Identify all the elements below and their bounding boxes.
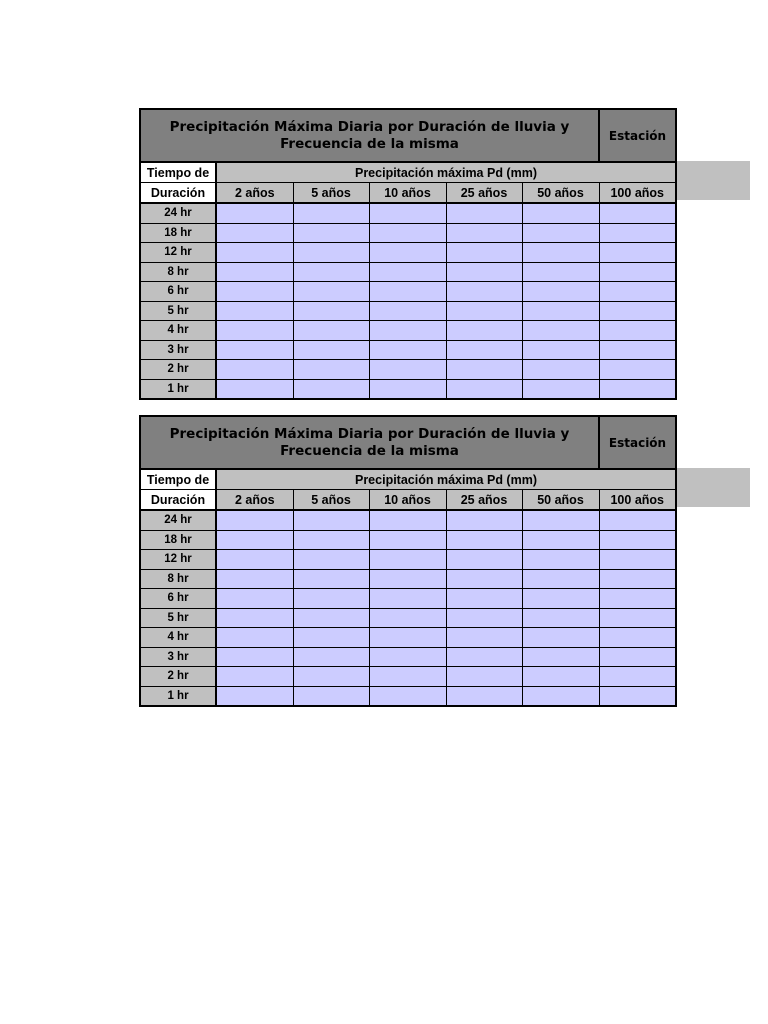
input-cell[interactable] <box>446 550 522 570</box>
input-cell[interactable] <box>369 686 446 706</box>
precip-header: Precipitación máxima Pd (mm) <box>216 469 676 490</box>
input-cell[interactable] <box>446 608 522 628</box>
duration-label: 24 hr <box>140 510 216 530</box>
input-cell[interactable] <box>446 628 522 648</box>
input-cell[interactable] <box>522 360 599 380</box>
input-cell[interactable] <box>599 589 676 609</box>
input-cell[interactable] <box>522 569 599 589</box>
input-cell[interactable] <box>522 243 599 263</box>
input-cell[interactable] <box>216 628 293 648</box>
input-cell[interactable] <box>369 550 446 570</box>
table-row <box>140 589 676 609</box>
input-cell[interactable] <box>216 282 293 302</box>
extended-header-band <box>675 468 750 507</box>
input-cell[interactable] <box>446 667 522 687</box>
duration-label: 2 hr <box>140 667 216 687</box>
duration-label: 1 hr <box>140 686 216 706</box>
input-cell[interactable] <box>599 608 676 628</box>
return-period-header: 10 años <box>369 183 446 204</box>
input-cell[interactable] <box>369 360 446 380</box>
table-row <box>140 530 676 550</box>
input-cell[interactable] <box>369 223 446 243</box>
return-period-header: 100 años <box>599 183 676 204</box>
input-cell[interactable] <box>369 647 446 667</box>
input-cell[interactable] <box>599 530 676 550</box>
input-cell[interactable] <box>522 282 599 302</box>
input-cell[interactable] <box>599 301 676 321</box>
input-cell[interactable] <box>599 510 676 530</box>
duration-header-line2: Duración <box>140 490 216 511</box>
input-cell[interactable] <box>293 243 369 263</box>
return-period-header: 25 años <box>446 490 522 511</box>
input-cell[interactable] <box>216 608 293 628</box>
input-cell[interactable] <box>216 686 293 706</box>
input-cell[interactable] <box>369 608 446 628</box>
duration-label: 1 hr <box>140 379 216 399</box>
return-period-header: 50 años <box>522 183 599 204</box>
return-period-header: 100 años <box>599 490 676 511</box>
input-cell[interactable] <box>522 223 599 243</box>
input-cell[interactable] <box>216 340 293 360</box>
input-cell[interactable] <box>599 282 676 302</box>
input-cell[interactable] <box>599 262 676 282</box>
input-cell[interactable] <box>369 340 446 360</box>
input-cell[interactable] <box>522 550 599 570</box>
input-cell[interactable] <box>522 608 599 628</box>
return-period-header: 2 años <box>216 490 293 511</box>
input-cell[interactable] <box>293 203 369 223</box>
input-cell[interactable] <box>293 589 369 609</box>
input-cell[interactable] <box>216 569 293 589</box>
input-cell[interactable] <box>216 243 293 263</box>
duration-label: 8 hr <box>140 262 216 282</box>
input-cell[interactable] <box>216 530 293 550</box>
input-cell[interactable] <box>446 262 522 282</box>
input-cell[interactable] <box>293 510 369 530</box>
table-row <box>140 282 676 302</box>
table-row <box>140 203 676 223</box>
duration-label: 3 hr <box>140 647 216 667</box>
input-cell[interactable] <box>522 589 599 609</box>
table-title: Precipitación Máxima Diaria por Duración de lluvia y Frecuencia de la misma <box>140 109 599 162</box>
duration-label: 24 hr <box>140 203 216 223</box>
input-cell[interactable] <box>293 340 369 360</box>
input-cell[interactable] <box>446 510 522 530</box>
input-cell[interactable] <box>293 647 369 667</box>
duration-label: 18 hr <box>140 223 216 243</box>
input-cell[interactable] <box>599 360 676 380</box>
input-cell[interactable] <box>293 608 369 628</box>
table-row <box>140 360 676 380</box>
input-cell[interactable] <box>446 360 522 380</box>
input-cell[interactable] <box>369 243 446 263</box>
input-cell[interactable] <box>446 282 522 302</box>
input-cell[interactable] <box>446 203 522 223</box>
input-cell[interactable] <box>446 340 522 360</box>
table-row <box>140 340 676 360</box>
duration-label: 12 hr <box>140 550 216 570</box>
input-cell[interactable] <box>599 667 676 687</box>
input-cell[interactable] <box>522 510 599 530</box>
table-row <box>140 262 676 282</box>
input-cell[interactable] <box>293 321 369 341</box>
table-row <box>140 569 676 589</box>
duration-label: 4 hr <box>140 628 216 648</box>
input-cell[interactable] <box>216 510 293 530</box>
duration-label: 12 hr <box>140 243 216 263</box>
table-row <box>140 510 676 530</box>
return-period-header: 5 años <box>293 183 369 204</box>
input-cell[interactable] <box>216 203 293 223</box>
duration-label: 2 hr <box>140 360 216 380</box>
input-cell[interactable] <box>293 628 369 648</box>
duration-label: 4 hr <box>140 321 216 341</box>
input-cell[interactable] <box>522 628 599 648</box>
input-cell[interactable] <box>369 569 446 589</box>
input-cell[interactable] <box>369 203 446 223</box>
input-cell[interactable] <box>599 686 676 706</box>
input-cell[interactable] <box>293 667 369 687</box>
table-row <box>140 628 676 648</box>
input-cell[interactable] <box>446 530 522 550</box>
input-cell[interactable] <box>293 379 369 399</box>
input-cell[interactable] <box>293 550 369 570</box>
input-cell[interactable] <box>522 321 599 341</box>
return-period-header: 50 años <box>522 490 599 511</box>
return-period-header: 5 años <box>293 490 369 511</box>
input-cell[interactable] <box>293 282 369 302</box>
input-cell[interactable] <box>599 647 676 667</box>
input-cell[interactable] <box>446 321 522 341</box>
input-cell[interactable] <box>369 301 446 321</box>
duration-label: 5 hr <box>140 301 216 321</box>
duration-label: 5 hr <box>140 608 216 628</box>
input-cell[interactable] <box>446 379 522 399</box>
input-cell[interactable] <box>522 686 599 706</box>
table-row <box>140 647 676 667</box>
duration-header-line1: Tiempo de <box>140 469 216 490</box>
input-cell[interactable] <box>522 262 599 282</box>
input-cell[interactable] <box>446 686 522 706</box>
input-cell[interactable] <box>293 262 369 282</box>
input-cell[interactable] <box>369 282 446 302</box>
input-cell[interactable] <box>599 628 676 648</box>
input-cell[interactable] <box>446 301 522 321</box>
input-cell[interactable] <box>216 321 293 341</box>
duration-header-line2: Duración <box>140 183 216 204</box>
table-row <box>140 686 676 706</box>
table-body <box>140 203 676 399</box>
precip-header: Precipitación máxima Pd (mm) <box>216 162 676 183</box>
input-cell[interactable] <box>216 360 293 380</box>
input-cell[interactable] <box>599 379 676 399</box>
input-cell[interactable] <box>522 379 599 399</box>
input-cell[interactable] <box>216 223 293 243</box>
input-cell[interactable] <box>293 530 369 550</box>
input-cell[interactable] <box>522 647 599 667</box>
input-cell[interactable] <box>216 379 293 399</box>
input-cell[interactable] <box>599 321 676 341</box>
input-cell[interactable] <box>446 223 522 243</box>
input-cell[interactable] <box>446 589 522 609</box>
input-cell[interactable] <box>216 667 293 687</box>
input-cell[interactable] <box>293 569 369 589</box>
input-cell[interactable] <box>522 667 599 687</box>
input-cell[interactable] <box>369 628 446 648</box>
input-cell[interactable] <box>522 340 599 360</box>
input-cell[interactable] <box>216 589 293 609</box>
return-period-header: 10 años <box>369 490 446 511</box>
input-cell[interactable] <box>446 243 522 263</box>
input-cell[interactable] <box>293 360 369 380</box>
input-cell[interactable] <box>522 301 599 321</box>
table-row <box>140 379 676 399</box>
precipitation-table-1 <box>139 108 675 400</box>
input-cell[interactable] <box>216 262 293 282</box>
input-cell[interactable] <box>369 589 446 609</box>
input-cell[interactable] <box>522 530 599 550</box>
input-cell[interactable] <box>293 686 369 706</box>
input-cell[interactable] <box>599 243 676 263</box>
input-cell[interactable] <box>369 262 446 282</box>
input-cell[interactable] <box>599 223 676 243</box>
table-row <box>140 321 676 341</box>
input-cell[interactable] <box>599 569 676 589</box>
input-cell[interactable] <box>216 647 293 667</box>
input-cell[interactable] <box>599 203 676 223</box>
station-label: Estación <box>599 109 676 162</box>
input-cell[interactable] <box>216 301 293 321</box>
return-period-header: 25 años <box>446 183 522 204</box>
extended-header-band <box>675 161 750 200</box>
input-cell[interactable] <box>369 530 446 550</box>
duration-label: 6 hr <box>140 589 216 609</box>
table-row <box>140 550 676 570</box>
input-cell[interactable] <box>446 647 522 667</box>
input-cell[interactable] <box>293 301 369 321</box>
input-cell[interactable] <box>369 321 446 341</box>
duration-header-line1: Tiempo de <box>140 162 216 183</box>
duration-label: 8 hr <box>140 569 216 589</box>
table-title: Precipitación Máxima Diaria por Duración de lluvia y Frecuencia de la misma <box>140 416 599 469</box>
table-row <box>140 243 676 263</box>
return-period-header: 2 años <box>216 183 293 204</box>
station-label: Estación <box>599 416 676 469</box>
input-cell[interactable] <box>599 340 676 360</box>
duration-label: 18 hr <box>140 530 216 550</box>
input-cell[interactable] <box>446 569 522 589</box>
input-cell[interactable] <box>599 550 676 570</box>
table-row <box>140 223 676 243</box>
input-cell[interactable] <box>522 203 599 223</box>
precipitation-table-2 <box>139 415 675 707</box>
duration-label: 3 hr <box>140 340 216 360</box>
duration-label: 6 hr <box>140 282 216 302</box>
input-cell[interactable] <box>216 550 293 570</box>
table-row <box>140 301 676 321</box>
input-cell[interactable] <box>369 379 446 399</box>
table-row <box>140 608 676 628</box>
input-cell[interactable] <box>293 223 369 243</box>
table-row <box>140 667 676 687</box>
input-cell[interactable] <box>369 510 446 530</box>
table-body <box>140 510 676 706</box>
input-cell[interactable] <box>369 667 446 687</box>
